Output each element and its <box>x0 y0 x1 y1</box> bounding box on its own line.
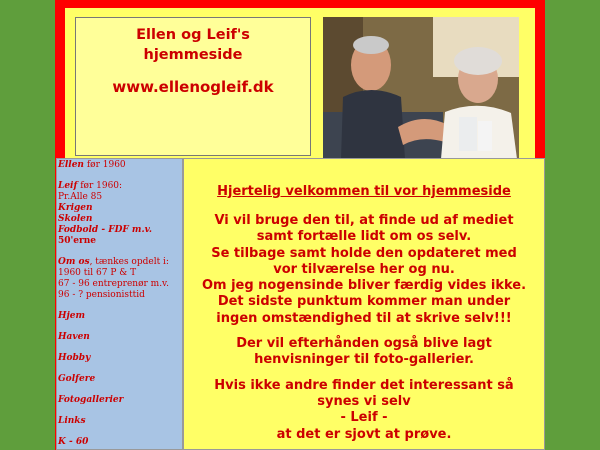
closing-line: synes vi selv <box>317 393 411 409</box>
link-fodbold[interactable]: Fodbold - FDF m.v. <box>58 225 153 235</box>
link-haven[interactable]: Haven <box>58 332 90 342</box>
period-3: 96 - ? pensionisttid <box>58 290 145 300</box>
intro-paragraph <box>184 213 544 327</box>
intro-line: vor tilværelse her og nu. <box>273 261 455 277</box>
site-url: www.ellenogleif.dk <box>112 78 274 96</box>
site-title-box <box>75 17 311 156</box>
link-krigen[interactable]: Krigen <box>58 203 93 213</box>
link-hjem[interactable]: Hjem <box>58 311 86 321</box>
couple-photo <box>323 17 519 159</box>
sidebar-leif-entry <box>58 181 182 192</box>
gallery-line: Der vil efterhånden også blive lagt <box>236 336 492 352</box>
sidebar-ellen-entry <box>58 160 182 171</box>
gallery-paragraph <box>184 336 544 369</box>
site-title-line2: hjemmeside <box>143 47 243 63</box>
site-title <box>76 25 310 65</box>
leif-label: før 1960: <box>77 181 123 191</box>
intro-line: Vi vil bruge den til, at finde ud af mediet <box>214 213 514 228</box>
link-fotogallerier[interactable]: Fotogallerier <box>58 395 124 405</box>
link-50erne[interactable]: 50'erne <box>58 236 97 246</box>
intro-line: samt fortælle lidt om os selv. <box>256 229 472 245</box>
link-k60[interactable]: K - 60 <box>58 437 89 447</box>
welcome-heading: Hjertelig velkommen til vor hjemmeside <box>217 184 511 199</box>
link-golfere[interactable]: Golfere <box>58 374 96 384</box>
intro-line: Det sidste punktum kommer man under <box>217 294 511 310</box>
main-content <box>183 158 545 450</box>
link-hobby[interactable]: Hobby <box>58 353 91 363</box>
link-om-os[interactable]: Om os <box>58 257 90 267</box>
sidebar-om-os-entry <box>58 257 182 268</box>
site-title-line1: Ellen og Leif's <box>136 27 250 43</box>
sidebar-nav <box>56 158 183 450</box>
closing-line: Hvis ikke andre finder det interessant så <box>214 377 514 393</box>
intro-line: ingen omstændighed til at skrive selv!!! <box>216 310 512 326</box>
closing-line: - Leif - <box>340 410 388 426</box>
closing-paragraph <box>184 378 544 443</box>
link-skolen[interactable]: Skolen <box>58 214 93 224</box>
link-ellen[interactable]: Ellen <box>58 160 84 170</box>
link-links[interactable]: Links <box>58 416 86 426</box>
couple-photo-image <box>323 17 519 159</box>
intro-line: Om jeg nogensinde bliver færdig vides ikke. <box>201 278 527 294</box>
closing-line: at det er sjovt at prøve. <box>276 426 452 442</box>
om-os-label: , tænkes opdelt i: <box>89 257 169 267</box>
intro-line: Se tilbage samt holde den opdateret med <box>211 245 517 261</box>
period-1: 1960 til 67 P & T <box>58 268 137 278</box>
gallery-line: henvisninger til foto-gallerier. <box>254 352 474 368</box>
period-2: 67 - 96 entreprenør m.v. <box>58 279 169 289</box>
leif-address: Pr.Alle 85 <box>58 192 103 202</box>
link-leif[interactable]: Leif <box>58 181 78 191</box>
ellen-label: før 1960 <box>83 160 126 170</box>
